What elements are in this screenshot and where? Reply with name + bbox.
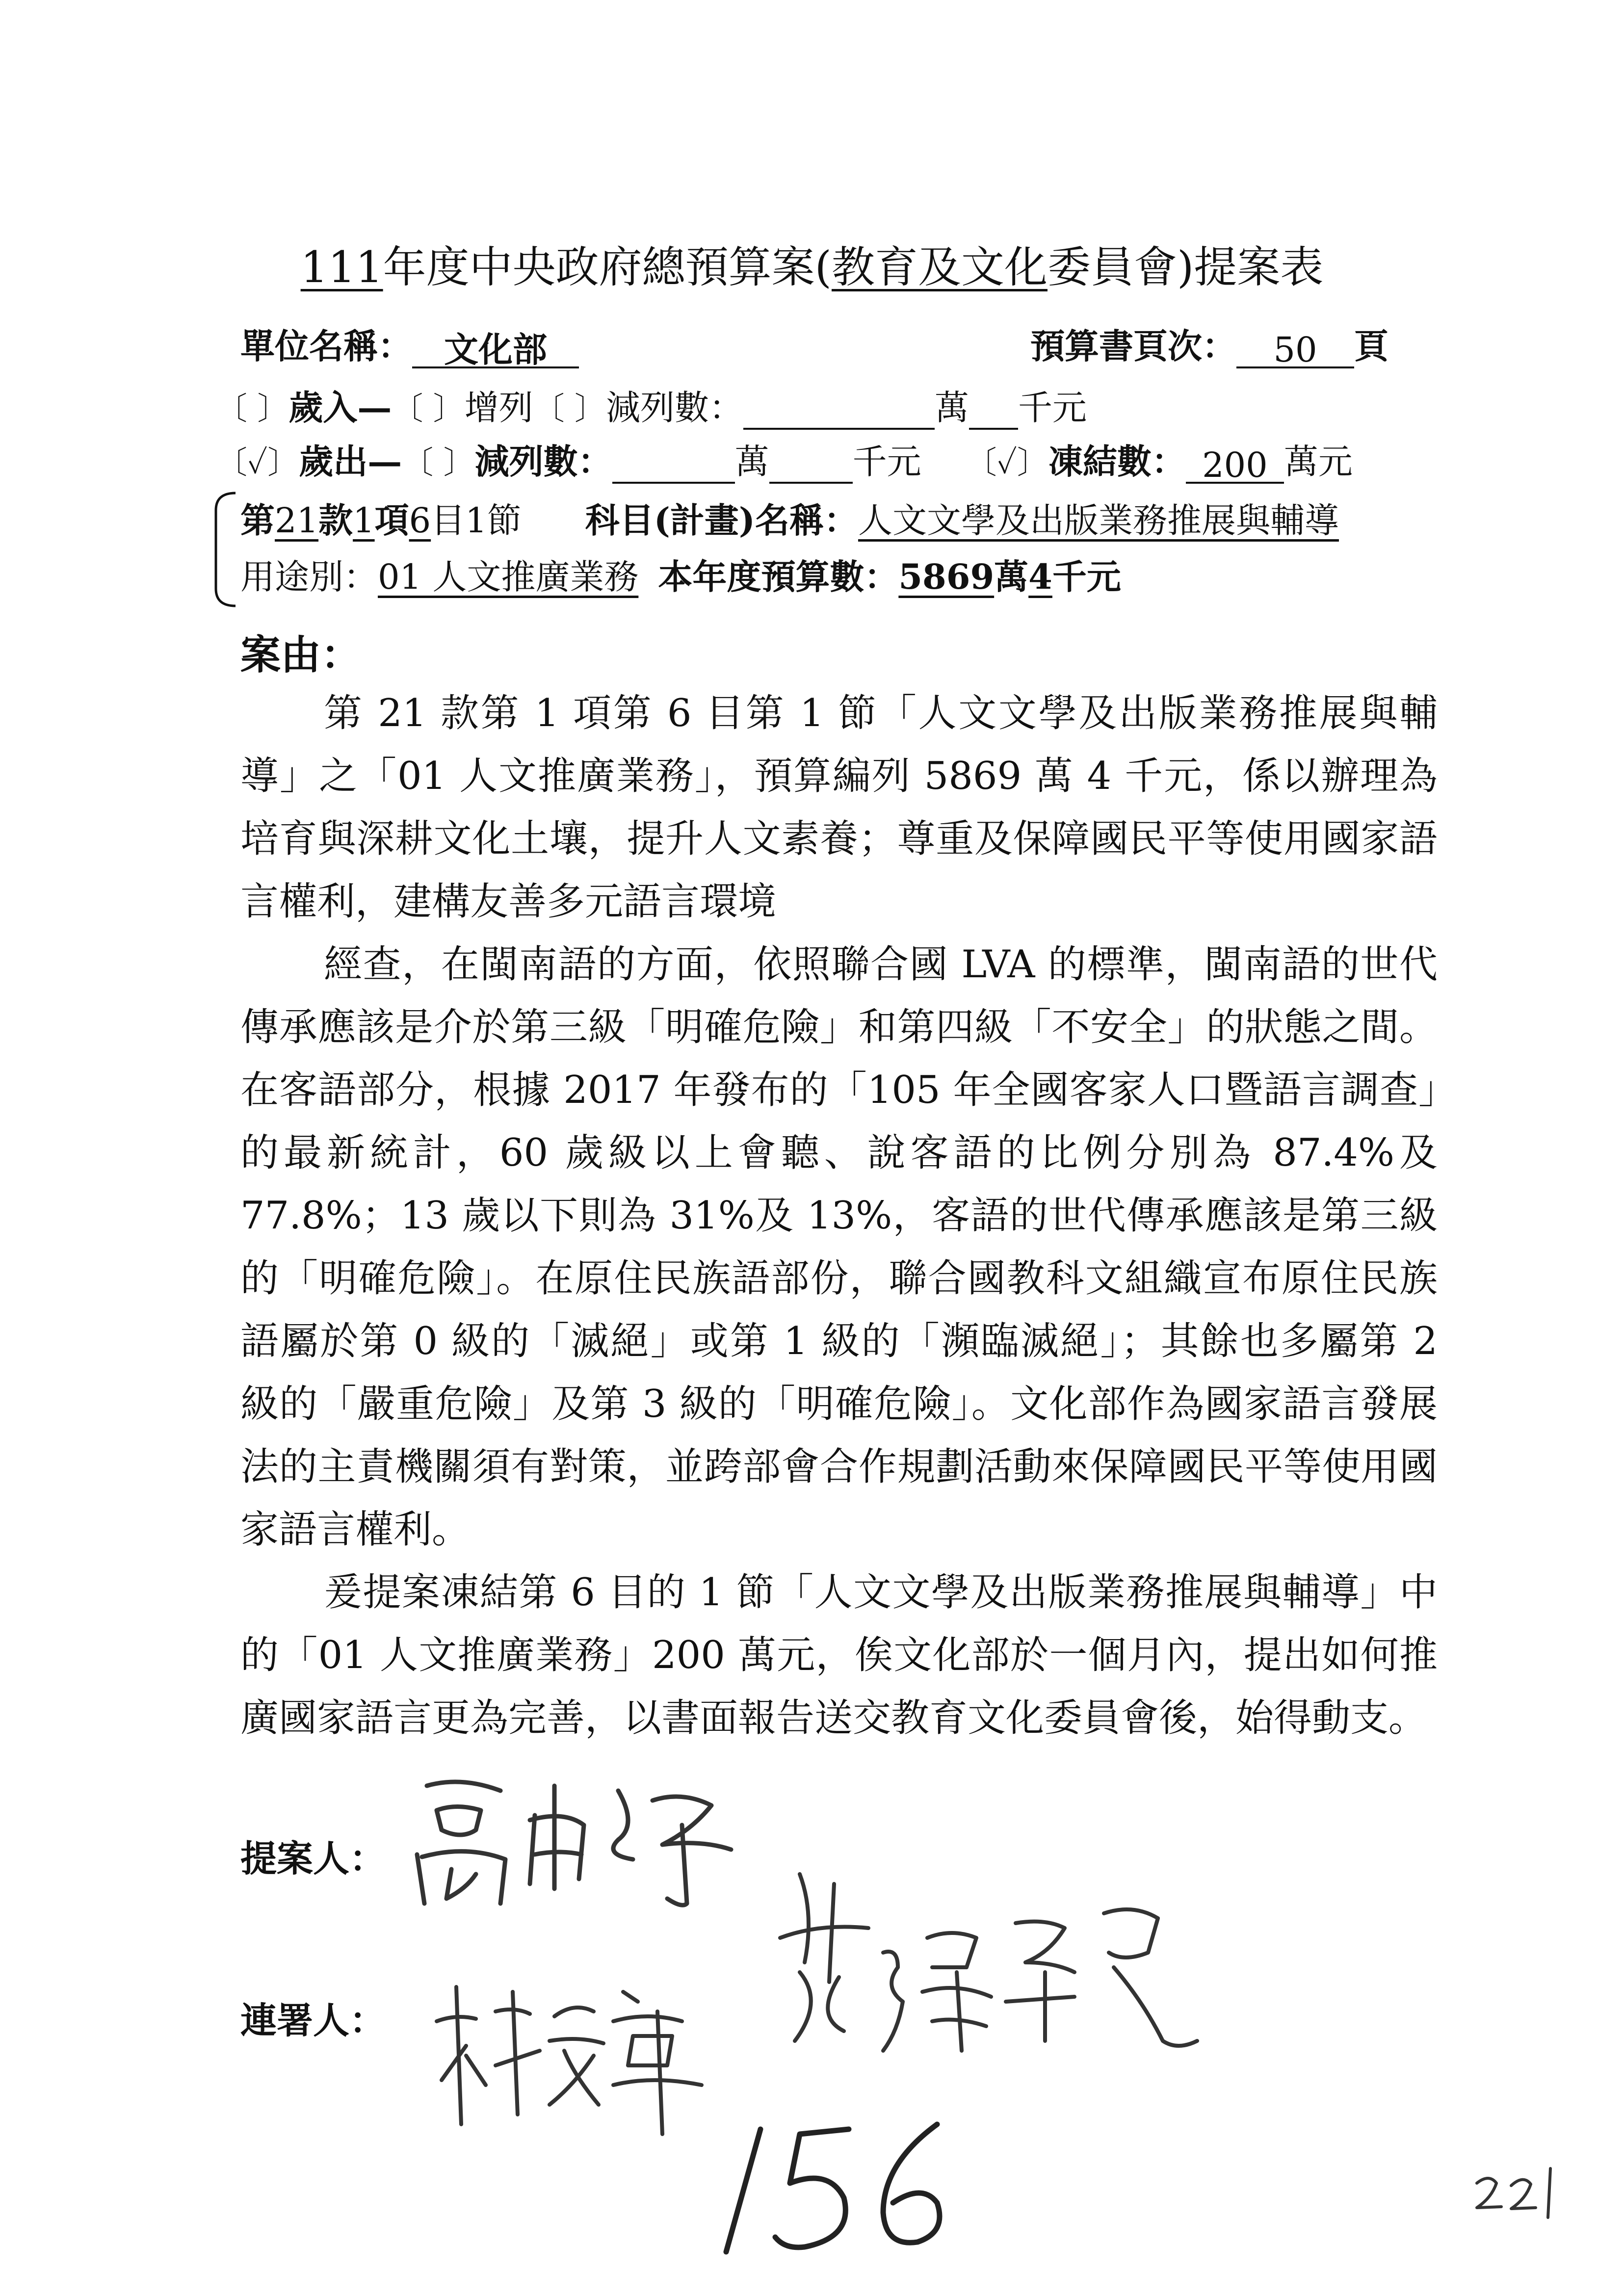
revenue-qian-label: 千元 xyxy=(1018,388,1087,428)
subject-kuan-label: 款 xyxy=(318,500,353,541)
subject-kuan: 21 xyxy=(275,500,319,541)
subject-di: 第 xyxy=(240,500,275,541)
unit-row xyxy=(240,319,579,368)
revenue-wan-blank xyxy=(743,390,935,430)
expense-checkbox: 〔✓〕 xyxy=(216,445,299,481)
left-bracket xyxy=(211,491,240,608)
usage-label: 用途別： xyxy=(240,557,378,597)
cosigner-label: 連署人： xyxy=(240,2000,386,2042)
proposer-signature xyxy=(407,1756,760,1913)
title-committee: 教育及文化 xyxy=(831,242,1048,292)
page-ref-value: 50 xyxy=(1236,328,1354,368)
page-ref-suffix: 頁 xyxy=(1354,326,1388,366)
expense-qian-blank xyxy=(769,444,853,484)
budget-qian-label: 千元 xyxy=(1052,556,1121,597)
unit-value: 文化部 xyxy=(412,328,579,368)
paragraph-2: 經查，在閩南語的方面，依照聯合國 LVA 的標準，閩南語的世代傳承應該是介於第三級「明確危險」和第四級「不安全」的狀態之間。在客語部分，根據 2017 年發布的「105 年全國客家人口暨語言調查」的最新統計，60 歲級以上會聽、說客語的比例分別為 87.4%及 77.8%；13 歲以下則為 31%及 13%，客語的世代傳承應該是第三級的「明確危險」。在原住民族語部份，聯合國教科文組織宣布原住民族語屬於第 0 級的「滅絕」或第 1 級的「瀕臨滅絕」；其餘也多屬第 2 級的「嚴重危險」及第 3 級的「明確危險」。文化部作為國家語言發展法的主責機關須有對策，並跨部會合作規劃活動來保障國民平等使用國家語言權利。 xyxy=(240,942,1438,1552)
budget-label: 本年度預算數： xyxy=(658,556,899,597)
budget-wan-value: 5869 xyxy=(898,556,995,597)
revenue-add-checkbox: 〔 〕 xyxy=(392,391,465,427)
reason-body xyxy=(240,682,1438,1749)
title-year: 111 xyxy=(300,242,383,292)
reason-label: 案由： xyxy=(240,631,362,678)
subject-mu: 6 xyxy=(409,500,431,541)
freeze-label: 凍結數： xyxy=(1048,441,1186,482)
revenue-checkbox: 〔 〕 xyxy=(216,391,289,427)
cosigner-signature-1 xyxy=(427,1957,741,2144)
title-part2: 委員會)提案表 xyxy=(1047,242,1324,292)
paragraph-3: 爰提案凍結第 6 目的 1 節「人文文學及出版業務推展與輔導」中的「01 人文推廣業務」200 萬元，俟文化部於一個月內，提出如何推廣國家語言更為完善，以書面報告送交教育文化委員會後，始得動支。 xyxy=(240,1570,1438,1740)
expense-row xyxy=(216,434,1353,484)
unit-label: 單位名稱： xyxy=(240,326,412,366)
subject-name-value: 人文文學及出版業務推展與輔導 xyxy=(858,500,1339,541)
expense-label: 歲出— xyxy=(299,441,402,482)
subject-jie: 1 xyxy=(465,500,487,541)
proposer-label: 提案人： xyxy=(240,1838,386,1880)
page-ref-row xyxy=(1030,319,1388,368)
expense-wan-blank xyxy=(612,444,735,484)
freeze-checkbox: 〔✓〕 xyxy=(965,445,1048,481)
revenue-wan-label: 萬 xyxy=(935,388,969,428)
expense-qian-label: 千元 xyxy=(852,442,921,482)
page-ref-label: 預算書頁次： xyxy=(1030,326,1236,366)
revenue-qian-blank xyxy=(969,390,1018,430)
revenue-label: 歲入— xyxy=(288,387,392,428)
revenue-reduce-label: 減列數： xyxy=(606,388,744,428)
expense-reduce-label: 減列數： xyxy=(474,441,612,482)
handwritten-number xyxy=(707,2110,981,2267)
document-title xyxy=(0,233,1624,295)
subject-name-label: 科目(計畫)名稱： xyxy=(585,500,858,541)
subject-xiang: 1 xyxy=(353,500,375,541)
paragraph-1: 第 21 款第 1 項第 6 目第 1 節「人文文學及出版業務推展與輔導」之「01 人文推廣業務」，預算編列 5869 萬 4 千元，係以辦理為培育與深耕文化土壤，提升人文素養；尊重及保障國民平等使用國家語言權利，建構友善多元語言環境 xyxy=(240,691,1438,924)
freeze-value: 200 xyxy=(1186,444,1284,484)
subject-jie-label: 節 xyxy=(487,500,522,541)
freeze-unit: 萬元 xyxy=(1283,442,1353,482)
budget-qian-value: 4 xyxy=(1028,556,1052,597)
revenue-reduce-checkbox: 〔 〕 xyxy=(533,391,606,427)
usage-row xyxy=(240,549,1121,599)
revenue-add-label: 增列 xyxy=(464,388,533,428)
page-number xyxy=(1467,2164,1565,2222)
subject-mu-label: 目 xyxy=(431,500,466,541)
revenue-row xyxy=(216,380,1087,430)
expense-wan-label: 萬 xyxy=(734,442,769,482)
expense-reduce-checkbox: 〔 〕 xyxy=(402,445,475,481)
subject-row xyxy=(240,493,1339,543)
budget-wan-label: 萬 xyxy=(994,556,1029,597)
title-part1: 年度中央政府總預算案( xyxy=(383,242,832,292)
usage-value: 01 人文推廣業務 xyxy=(378,557,639,597)
subject-xiang-label: 項 xyxy=(374,500,409,541)
